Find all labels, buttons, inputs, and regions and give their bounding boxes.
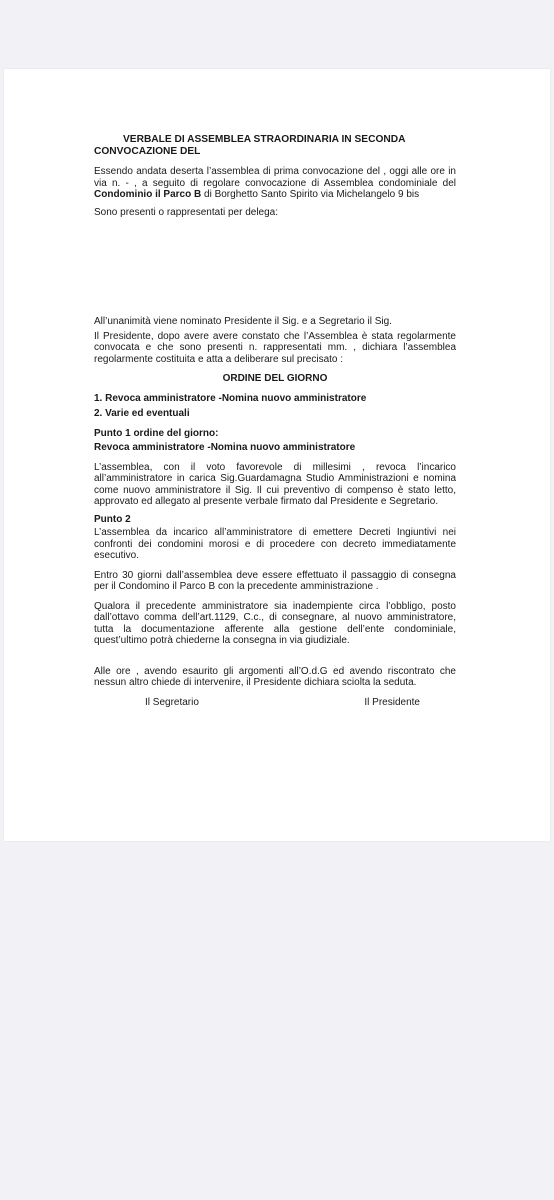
intro-text-1: Essendo andata deserta l’assemblea di prima convocazione del , oggi alle ore in via n. - , a seguito di regolare convocazione di Assemblea condominiale del: [94, 166, 456, 189]
punto-2-text-1: L’assemblea da incarico all’amministratore di emettere Decreti Ingiuntivi nei confronti dei condomini morosi e di procedere con decreto immediatamente esecutivo.: [94, 527, 456, 561]
punto-1-text: L’assemblea, con il voto favorevole di millesimi , revoca l’incarico all’amministratore in carica Sig.Guardamagna Studio Amministrazioni e nomina come nuovo amministratore il Sig. Il cui preventivo di compenso è stato letto, approvato ed allegato al presente verbale firmato dal Presidente e Segretario.: [94, 461, 456, 507]
title-line-1: VERBALE DI ASSEMBLEA STRAORDINARIA IN SECONDA: [123, 134, 406, 145]
intro-paragraph: [94, 166, 456, 201]
presenti-blank-area: [94, 218, 456, 316]
punto-1-heading: Punto 1 ordine del giorno:: [94, 427, 219, 439]
punto-1-subheading: Revoca amministratore -Nomina nuovo amministratore: [94, 442, 356, 453]
document-title: [94, 134, 456, 158]
title-line-2: CONVOCAZIONE DEL: [94, 146, 201, 157]
document-page: [4, 69, 550, 841]
signature-segretario: Il Segretario: [145, 696, 199, 708]
unanimita-line: All’unanimità viene nominato Presidente il Sig. e a Segretario il Sig.: [94, 316, 392, 327]
punto-2-heading: Punto 2: [94, 513, 131, 525]
signatures: [94, 697, 456, 709]
odg-item-2: 2. Varie ed eventuali: [94, 408, 190, 419]
intro-text-2: di Borghetto Santo Spirito via Michelangelo 9 bis: [201, 189, 420, 200]
condominio-name: Condominio il Parco B: [94, 189, 202, 200]
punto-2-text-2: Entro 30 giorni dall’assemblea deve essere effettuato il passaggio di consegna per il Condomino il Parco B con la precedente amministrazione .: [94, 569, 456, 592]
presenti-line: Sono presenti o rappresentati per delega:: [94, 206, 279, 218]
top-strip: [0, 0, 554, 68]
odg-item-1: 1. Revoca amministratore -Nomina nuovo amministratore: [94, 392, 367, 404]
punto-2-text-3: Qualora il precedente amministratore sia inadempiente circa l’obbligo, posto dall’ottavo comma dell’art.1129, C.c., di consegnare, al nuovo amministratore, tutta la documentazione afferente alla gestione dell’ente condominiale, quest’ultimo potrà chiederne la consegna in via giudiziale.: [94, 600, 456, 646]
closing-paragraph: Alle ore , avendo esaurito gli argomenti all’O.d.G ed avendo riscontrato che nessun altro chiede di intervenire, il Presidente dichiara sciolta la seduta.: [94, 665, 456, 688]
presidente-paragraph: Il Presidente, dopo avere avere constato che l’Assemblea è stata regolarmente convocata e che sono presenti n. rappresentati mm. , dichiara l’assemblea regolarmente costituita e atta a deliberare sul precisato :: [94, 330, 456, 365]
signature-presidente: Il Presidente: [364, 696, 420, 708]
ordine-del-giorno-title: ORDINE DEL GIORNO: [222, 373, 328, 384]
document-body: [94, 134, 456, 708]
